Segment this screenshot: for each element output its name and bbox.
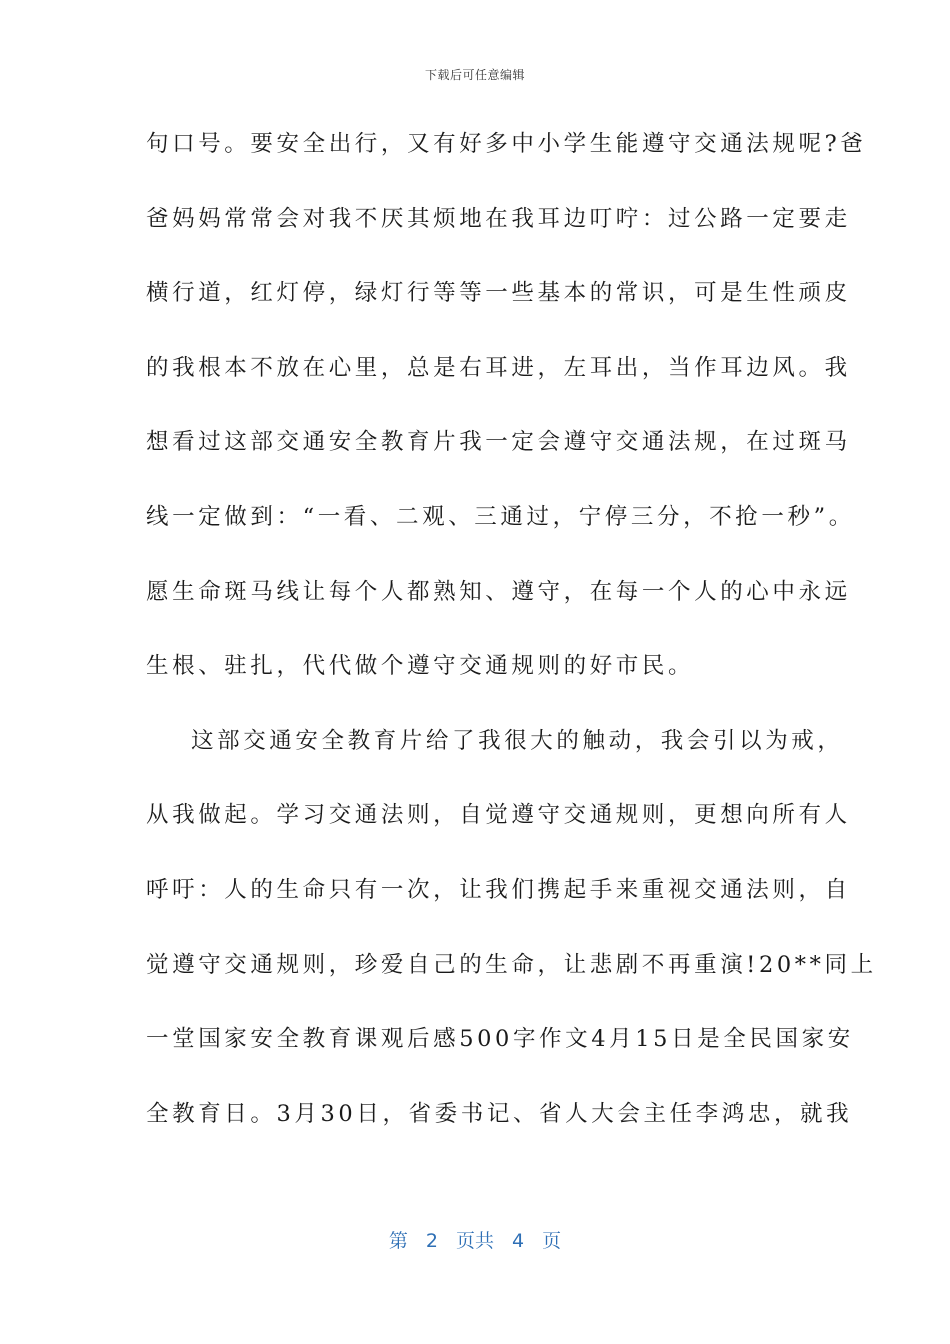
text-line-10: 从我做起。学习交通法则，自觉遵守交通规则，更想向所有人 <box>146 802 851 829</box>
text-line-6: 线一定做到：“一看、二观、三通过，宁停三分，不抢一秒”。 <box>146 503 855 530</box>
text-line-4: 的我根本不放在心里，总是右耳进，左耳出，当作耳边风。我 <box>146 354 851 381</box>
footer-total-pages: 4 <box>512 1230 525 1252</box>
text-line-14: 全教育日。3月30日，省委书记、省人大会主任李鸿忠，就我 <box>146 1100 853 1127</box>
footer-suffix: 页 <box>542 1230 562 1252</box>
text-line-11: 呼吁：人的生命只有一次，让我们携起手来重视交通法则，自 <box>146 876 851 903</box>
text-line-13: 一堂国家安全教育课观后感500字作文4月15日是全民国家安 <box>146 1026 854 1053</box>
document-body <box>146 124 877 1168</box>
page-header-note: 下载后可任意编辑 <box>424 68 525 82</box>
text-line-5: 想看过这部交通安全教育片我一定会遵守交通法规，在过斑马 <box>146 429 851 456</box>
text-line-7: 愿生命斑马线让每个人都熟知、遵守，在每一个人的心中永远 <box>146 578 851 605</box>
text-line-9-paragraph-start: 这部交通安全教育片给了我很大的触动，我会引以为戒， <box>191 727 844 754</box>
footer-prefix: 第 <box>388 1230 408 1252</box>
text-line-8: 生根、驻扎，代代做个遵守交通规则的好市民。 <box>146 653 695 680</box>
text-line-3: 横行道，红灯停，绿灯行等等一些基本的常识，可是生性顽皮 <box>146 280 851 307</box>
text-line-2: 爸妈妈常常会对我不厌其烦地在我耳边叮咛：过公路一定要走 <box>146 205 851 232</box>
footer-middle: 页共 <box>455 1230 494 1252</box>
text-line-12: 觉遵守交通规则，珍爱自己的生命，让悲剧不再重演!20**同上 <box>146 951 877 978</box>
page-footer <box>0 1226 950 1253</box>
footer-current-page: 2 <box>425 1230 438 1252</box>
text-line-1: 句口号。要安全出行，又有好多中小学生能遵守交通法规呢?爸 <box>146 131 867 157</box>
